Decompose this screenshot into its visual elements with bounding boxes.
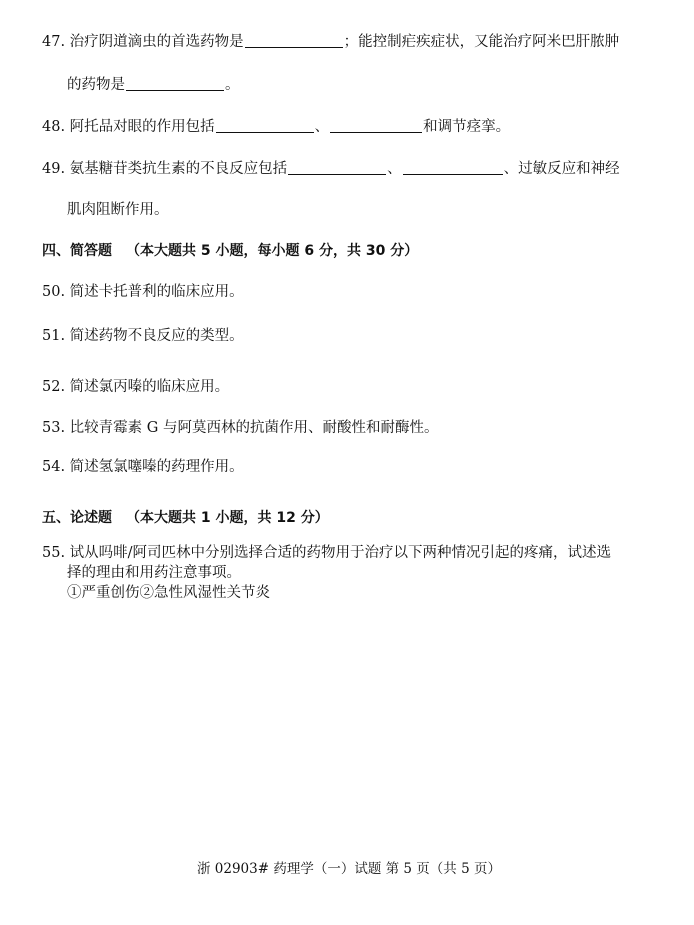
question-49-line1 xyxy=(42,159,620,179)
question-number: 51. xyxy=(42,328,66,344)
question-text: ①严重创伤②急性风湿性关节炎 xyxy=(67,585,270,601)
question-text: 。 xyxy=(225,77,240,93)
question-text: ；能控制疟疾症状，又能治疗阿米巴肝脓肿 xyxy=(343,34,620,50)
question-50 xyxy=(42,282,244,302)
question-text: 和调节痉挛。 xyxy=(423,119,511,135)
question-47-line2 xyxy=(67,75,240,95)
question-55-line3 xyxy=(67,583,270,603)
question-text: 的药物是 xyxy=(67,77,125,93)
answer-blank[interactable] xyxy=(245,33,343,48)
section-note: （本大题共 5 小题，每小题 6 分，共 30 分） xyxy=(126,243,419,259)
question-text: 、过敏反应和神经 xyxy=(503,161,620,177)
question-53 xyxy=(42,418,438,438)
separator: 、 xyxy=(387,161,402,177)
question-number: 50. xyxy=(42,284,66,300)
question-49-line2 xyxy=(67,200,169,220)
question-48 xyxy=(42,117,510,137)
question-text: 简述卡托普利的临床应用。 xyxy=(69,284,244,300)
question-text: 简述氢氯噻嗪的药理作用。 xyxy=(69,459,244,475)
section-note: （本大题共 1 小题，共 12 分） xyxy=(126,510,329,526)
answer-blank[interactable] xyxy=(288,160,386,175)
section-title: 四、简答题 xyxy=(42,243,112,259)
page-footer: 浙 02903# 药理学（一）试题 第 5 页（共 5 页） xyxy=(197,861,501,877)
question-number: 47. xyxy=(42,34,66,50)
question-51 xyxy=(42,326,244,346)
question-number: 52. xyxy=(42,379,66,395)
question-55-line2 xyxy=(67,563,241,583)
answer-blank[interactable] xyxy=(126,76,224,91)
question-text: 简述药物不良反应的类型。 xyxy=(69,328,244,344)
question-text: 肌肉阻断作用。 xyxy=(67,202,169,218)
question-55-line1 xyxy=(42,543,611,563)
answer-blank[interactable] xyxy=(330,118,422,133)
section-heading-4 xyxy=(42,241,418,261)
question-text: 氨基糖苷类抗生素的不良反应包括 xyxy=(69,161,288,177)
answer-blank[interactable] xyxy=(216,118,314,133)
question-text: 试从吗啡/阿司匹林中分别选择合适的药物用于治疗以下两种情况引起的疼痛，试述选 xyxy=(69,545,612,561)
separator: 、 xyxy=(314,119,330,135)
question-number: 53. xyxy=(42,420,66,436)
question-text: 简述氯丙嗪的临床应用。 xyxy=(69,379,230,395)
question-54 xyxy=(42,457,244,477)
question-47-line1 xyxy=(42,32,619,52)
question-number: 48. xyxy=(42,119,66,135)
question-text: 择的理由和用药注意事项。 xyxy=(67,565,241,581)
answer-blank[interactable] xyxy=(403,160,503,175)
question-number: 55. xyxy=(42,545,66,561)
section-title: 五、论述题 xyxy=(42,510,112,526)
question-number: 54. xyxy=(42,459,66,475)
question-text: 治疗阴道滴虫的首选药物是 xyxy=(69,34,244,50)
section-heading-5 xyxy=(42,508,329,528)
question-number: 49. xyxy=(42,161,66,177)
question-text: 比较青霉素 G 与阿莫西林的抗菌作用、耐酸性和耐酶性。 xyxy=(69,420,439,436)
question-text: 阿托品对眼的作用包括 xyxy=(69,119,215,135)
question-52 xyxy=(42,377,229,397)
